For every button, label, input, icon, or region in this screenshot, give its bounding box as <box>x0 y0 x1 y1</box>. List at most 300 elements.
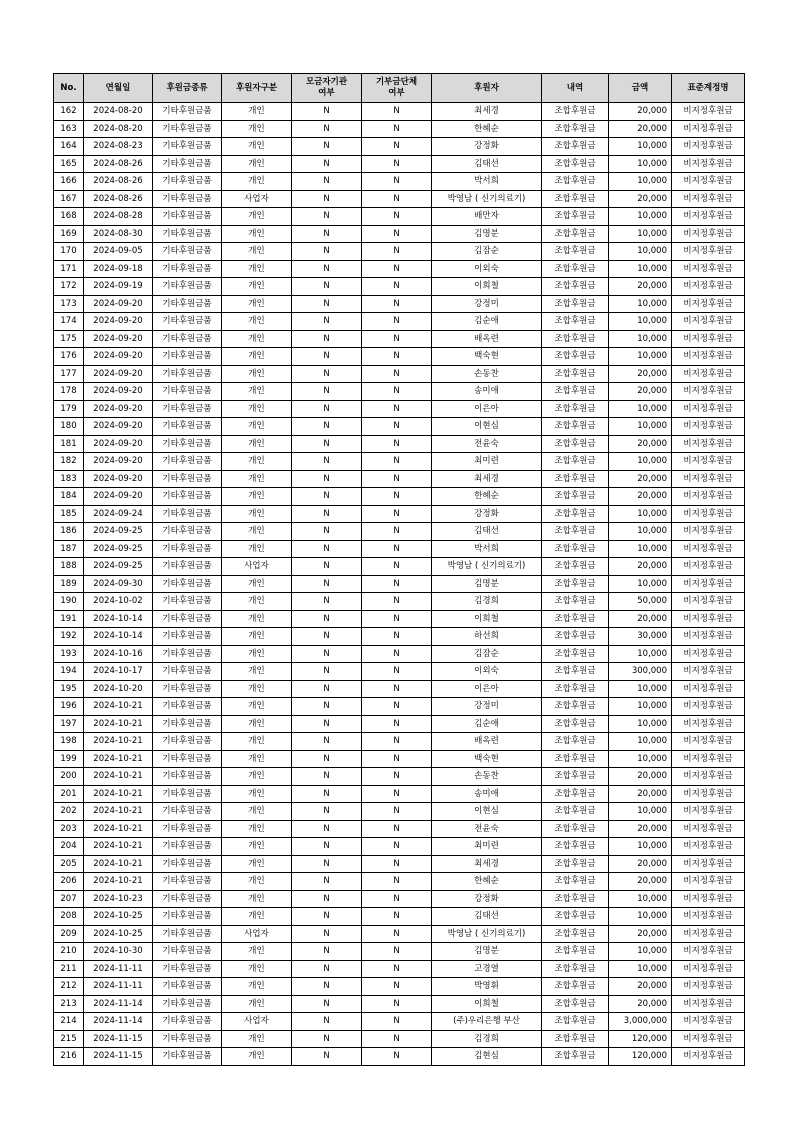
cell-donor: 최세경 <box>432 470 542 488</box>
cell-donor: 강정미 <box>432 295 542 313</box>
cell-details: 조합후원금 <box>542 733 609 751</box>
cell-no: 201 <box>54 785 84 803</box>
cell-donor: 박영남 ( 신기의료기) <box>432 190 542 208</box>
table-row <box>54 768 745 786</box>
cell-date: 2024-10-21 <box>84 750 153 768</box>
cell-date: 2024-10-14 <box>84 628 153 646</box>
cell-amount: 10,000 <box>609 523 672 541</box>
cell-date: 2024-09-25 <box>84 558 153 576</box>
cell-amount: 20,000 <box>609 383 672 401</box>
table-row <box>54 190 745 208</box>
cell-donor-org-flag: N <box>362 558 432 576</box>
cell-donor-org-flag: N <box>362 663 432 681</box>
cell-donor: 김잠순 <box>432 243 542 261</box>
table-row <box>54 418 745 436</box>
cell-donor: 이희철 <box>432 610 542 628</box>
cell-details: 조합후원금 <box>542 383 609 401</box>
cell-fundraiser-flag: N <box>292 610 362 628</box>
header-row <box>54 74 745 103</box>
cell-account-name: 비지정후원금 <box>672 768 745 786</box>
cell-details: 조합후원금 <box>542 1048 609 1066</box>
cell-donor-type: 개인 <box>222 278 292 296</box>
cell-donation-type: 기타후원금품 <box>153 1030 222 1048</box>
cell-fundraiser-flag: N <box>292 558 362 576</box>
cell-no: 205 <box>54 855 84 873</box>
cell-donor: 배옥련 <box>432 330 542 348</box>
cell-fundraiser-flag: N <box>292 663 362 681</box>
cell-account-name: 비지정후원금 <box>672 663 745 681</box>
cell-account-name: 비지정후원금 <box>672 278 745 296</box>
cell-account-name: 비지정후원금 <box>672 558 745 576</box>
cell-donor-org-flag: N <box>362 750 432 768</box>
cell-details: 조합후원금 <box>542 173 609 191</box>
table-row <box>54 313 745 331</box>
table-row <box>54 978 745 996</box>
table-row <box>54 715 745 733</box>
cell-donor-type: 개인 <box>222 383 292 401</box>
cell-donor-org-flag: N <box>362 365 432 383</box>
cell-donation-type: 기타후원금품 <box>153 645 222 663</box>
cell-account-name: 비지정후원금 <box>672 715 745 733</box>
cell-donation-type: 기타후원금품 <box>153 663 222 681</box>
cell-donor-type: 개인 <box>222 488 292 506</box>
cell-fundraiser-flag: N <box>292 750 362 768</box>
cell-donation-type: 기타후원금품 <box>153 435 222 453</box>
cell-donation-type: 기타후원금품 <box>153 173 222 191</box>
cell-date: 2024-10-25 <box>84 925 153 943</box>
cell-donation-type: 기타후원금품 <box>153 330 222 348</box>
cell-no: 164 <box>54 138 84 156</box>
cell-donor: 김명분 <box>432 943 542 961</box>
cell-donor: 한혜순 <box>432 873 542 891</box>
cell-fundraiser-flag: N <box>292 943 362 961</box>
cell-donor-org-flag: N <box>362 173 432 191</box>
cell-fundraiser-flag: N <box>292 243 362 261</box>
cell-donor-org-flag: N <box>362 698 432 716</box>
cell-donor-org-flag: N <box>362 890 432 908</box>
cell-donation-type: 기타후원금품 <box>153 908 222 926</box>
header-fundraiser-line1: 모금자기관 <box>305 77 348 87</box>
cell-date: 2024-09-19 <box>84 278 153 296</box>
cell-date: 2024-09-20 <box>84 383 153 401</box>
cell-no: 163 <box>54 120 84 138</box>
cell-date: 2024-09-24 <box>84 505 153 523</box>
table-row <box>54 733 745 751</box>
cell-account-name: 비지정후원금 <box>672 803 745 821</box>
cell-donor: 김경희 <box>432 593 542 611</box>
cell-donor-type: 개인 <box>222 120 292 138</box>
table-row <box>54 295 745 313</box>
cell-donor: 박영휘 <box>432 978 542 996</box>
cell-account-name: 비지정후원금 <box>672 1048 745 1066</box>
cell-date: 2024-09-20 <box>84 435 153 453</box>
cell-donor-type: 개인 <box>222 908 292 926</box>
cell-no: 195 <box>54 680 84 698</box>
cell-donation-type: 기타후원금품 <box>153 190 222 208</box>
cell-no: 178 <box>54 383 84 401</box>
cell-donor-type: 개인 <box>222 960 292 978</box>
cell-donor: 김잠순 <box>432 645 542 663</box>
table-row <box>54 173 745 191</box>
cell-donor: 이희철 <box>432 278 542 296</box>
cell-donation-type: 기타후원금품 <box>153 488 222 506</box>
cell-donor: 고경열 <box>432 960 542 978</box>
cell-donor: 최세경 <box>432 855 542 873</box>
cell-details: 조합후원금 <box>542 680 609 698</box>
cell-no: 197 <box>54 715 84 733</box>
cell-no: 196 <box>54 698 84 716</box>
cell-donor-type: 개인 <box>222 103 292 121</box>
cell-no: 210 <box>54 943 84 961</box>
cell-donor: 김경희 <box>432 1030 542 1048</box>
cell-account-name: 비지정후원금 <box>672 208 745 226</box>
cell-amount: 20,000 <box>609 995 672 1013</box>
cell-donor-org-flag: N <box>362 960 432 978</box>
table-row <box>54 610 745 628</box>
table-row <box>54 208 745 226</box>
cell-donation-type: 기타후원금품 <box>153 785 222 803</box>
cell-date: 2024-09-20 <box>84 330 153 348</box>
cell-donation-type: 기타후원금품 <box>153 155 222 173</box>
cell-donor-type: 개인 <box>222 330 292 348</box>
cell-details: 조합후원금 <box>542 628 609 646</box>
cell-fundraiser-flag: N <box>292 680 362 698</box>
cell-fundraiser-flag: N <box>292 960 362 978</box>
cell-details: 조합후원금 <box>542 575 609 593</box>
cell-details: 조합후원금 <box>542 453 609 471</box>
header-date: 연월일 <box>84 74 153 103</box>
cell-donation-type: 기타후원금품 <box>153 768 222 786</box>
cell-fundraiser-flag: N <box>292 173 362 191</box>
cell-donation-type: 기타후원금품 <box>153 243 222 261</box>
table-row <box>54 785 745 803</box>
cell-donor: 송미애 <box>432 785 542 803</box>
cell-date: 2024-10-30 <box>84 943 153 961</box>
cell-donation-type: 기타후원금품 <box>153 575 222 593</box>
cell-donor: 손동찬 <box>432 365 542 383</box>
header-amount: 금액 <box>609 74 672 103</box>
cell-no: 179 <box>54 400 84 418</box>
table-row <box>54 278 745 296</box>
cell-no: 184 <box>54 488 84 506</box>
cell-donor-org-flag: N <box>362 435 432 453</box>
cell-fundraiser-flag: N <box>292 383 362 401</box>
cell-details: 조합후원금 <box>542 663 609 681</box>
cell-donor-type: 개인 <box>222 453 292 471</box>
cell-account-name: 비지정후원금 <box>672 908 745 926</box>
cell-donor-org-flag: N <box>362 400 432 418</box>
cell-date: 2024-11-15 <box>84 1048 153 1066</box>
table-row <box>54 925 745 943</box>
cell-details: 조합후원금 <box>542 523 609 541</box>
cell-account-name: 비지정후원금 <box>672 680 745 698</box>
cell-no: 188 <box>54 558 84 576</box>
cell-details: 조합후원금 <box>542 803 609 821</box>
cell-date: 2024-10-21 <box>84 768 153 786</box>
cell-donor: 김태선 <box>432 523 542 541</box>
cell-donor: 이희철 <box>432 995 542 1013</box>
cell-donation-type: 기타후원금품 <box>153 470 222 488</box>
cell-account-name: 비지정후원금 <box>672 838 745 856</box>
cell-fundraiser-flag: N <box>292 575 362 593</box>
cell-details: 조합후원금 <box>542 820 609 838</box>
cell-date: 2024-08-20 <box>84 120 153 138</box>
cell-donor-type: 개인 <box>222 523 292 541</box>
cell-donor: 백숙현 <box>432 348 542 366</box>
cell-donor: 김명분 <box>432 225 542 243</box>
table-row <box>54 505 745 523</box>
cell-donor: 박영남 ( 신기의료기) <box>432 558 542 576</box>
cell-account-name: 비지정후원금 <box>672 873 745 891</box>
cell-donor: 백숙현 <box>432 750 542 768</box>
cell-donor-type: 개인 <box>222 260 292 278</box>
cell-no: 194 <box>54 663 84 681</box>
cell-donation-type: 기타후원금품 <box>153 348 222 366</box>
cell-donor-org-flag: N <box>362 995 432 1013</box>
cell-donor: 김태선 <box>432 908 542 926</box>
cell-donation-type: 기타후원금품 <box>153 698 222 716</box>
cell-fundraiser-flag: N <box>292 768 362 786</box>
cell-donation-type: 기타후원금품 <box>153 750 222 768</box>
cell-account-name: 비지정후원금 <box>672 225 745 243</box>
cell-no: 203 <box>54 820 84 838</box>
cell-fundraiser-flag: N <box>292 453 362 471</box>
cell-details: 조합후원금 <box>542 295 609 313</box>
cell-donor-org-flag: N <box>362 1013 432 1031</box>
cell-account-name: 비지정후원금 <box>672 890 745 908</box>
cell-donor-type: 개인 <box>222 715 292 733</box>
cell-date: 2024-10-25 <box>84 908 153 926</box>
table-row <box>54 330 745 348</box>
cell-donor-org-flag: N <box>362 628 432 646</box>
donation-table <box>53 73 745 1066</box>
cell-donor-type: 개인 <box>222 698 292 716</box>
cell-fundraiser-flag: N <box>292 488 362 506</box>
cell-fundraiser-flag: N <box>292 908 362 926</box>
cell-date: 2024-10-21 <box>84 785 153 803</box>
cell-donor-type: 개인 <box>222 855 292 873</box>
cell-no: 204 <box>54 838 84 856</box>
cell-donor: 하선희 <box>432 628 542 646</box>
cell-date: 2024-10-21 <box>84 873 153 891</box>
cell-date: 2024-10-02 <box>84 593 153 611</box>
header-account-name: 표준계정명 <box>672 74 745 103</box>
cell-account-name: 비지정후원금 <box>672 785 745 803</box>
cell-fundraiser-flag: N <box>292 155 362 173</box>
header-details: 내역 <box>542 74 609 103</box>
cell-account-name: 비지정후원금 <box>672 260 745 278</box>
cell-donor: 김순애 <box>432 715 542 733</box>
cell-amount: 10,000 <box>609 400 672 418</box>
cell-donor-org-flag: N <box>362 225 432 243</box>
cell-no: 165 <box>54 155 84 173</box>
cell-donor-type: 사업자 <box>222 190 292 208</box>
cell-amount: 10,000 <box>609 138 672 156</box>
cell-donor-type: 개인 <box>222 1030 292 1048</box>
cell-donation-type: 기타후원금품 <box>153 295 222 313</box>
cell-donor-org-flag: N <box>362 733 432 751</box>
cell-donor: 최미련 <box>432 453 542 471</box>
cell-amount: 10,000 <box>609 155 672 173</box>
cell-donor: 최세경 <box>432 103 542 121</box>
cell-donor-type: 개인 <box>222 768 292 786</box>
cell-donor-org-flag: N <box>362 278 432 296</box>
header-donation-type: 후원금종류 <box>153 74 222 103</box>
cell-details: 조합후원금 <box>542 610 609 628</box>
cell-date: 2024-08-28 <box>84 208 153 226</box>
cell-details: 조합후원금 <box>542 190 609 208</box>
cell-no: 211 <box>54 960 84 978</box>
cell-donor-org-flag: N <box>362 1048 432 1066</box>
table-row <box>54 663 745 681</box>
cell-donor-org-flag: N <box>362 295 432 313</box>
table-row <box>54 348 745 366</box>
cell-account-name: 비지정후원금 <box>672 995 745 1013</box>
cell-no: 192 <box>54 628 84 646</box>
cell-amount: 10,000 <box>609 698 672 716</box>
cell-amount: 10,000 <box>609 208 672 226</box>
cell-donation-type: 기타후원금품 <box>153 995 222 1013</box>
cell-account-name: 비지정후원금 <box>672 330 745 348</box>
cell-details: 조합후원금 <box>542 925 609 943</box>
cell-details: 조합후원금 <box>542 470 609 488</box>
table-row <box>54 103 745 121</box>
cell-donor-org-flag: N <box>362 785 432 803</box>
cell-details: 조합후원금 <box>542 698 609 716</box>
cell-details: 조합후원금 <box>542 645 609 663</box>
cell-donor: 이은아 <box>432 400 542 418</box>
cell-donor-org-flag: N <box>362 348 432 366</box>
cell-fundraiser-flag: N <box>292 1013 362 1031</box>
cell-fundraiser-flag: N <box>292 505 362 523</box>
cell-account-name: 비지정후원금 <box>672 698 745 716</box>
cell-date: 2024-09-20 <box>84 313 153 331</box>
cell-donation-type: 기타후원금품 <box>153 103 222 121</box>
cell-donor-type: 사업자 <box>222 558 292 576</box>
cell-details: 조합후원금 <box>542 785 609 803</box>
cell-fundraiser-flag: N <box>292 365 362 383</box>
cell-donor-org-flag: N <box>362 330 432 348</box>
cell-donor: 강정화 <box>432 890 542 908</box>
cell-donor-org-flag: N <box>362 523 432 541</box>
cell-donation-type: 기타후원금품 <box>153 610 222 628</box>
cell-fundraiser-flag: N <box>292 295 362 313</box>
cell-amount: 20,000 <box>609 820 672 838</box>
cell-donor-org-flag: N <box>362 208 432 226</box>
cell-account-name: 비지정후원금 <box>672 103 745 121</box>
cell-donor: 배옥련 <box>432 733 542 751</box>
header-donor-type: 후원자구분 <box>222 74 292 103</box>
cell-donation-type: 기타후원금품 <box>153 715 222 733</box>
cell-fundraiser-flag: N <box>292 890 362 908</box>
cell-date: 2024-08-23 <box>84 138 153 156</box>
cell-donation-type: 기타후원금품 <box>153 208 222 226</box>
cell-donor-type: 개인 <box>222 348 292 366</box>
cell-fundraiser-flag: N <box>292 1048 362 1066</box>
cell-fundraiser-flag: N <box>292 733 362 751</box>
cell-date: 2024-09-20 <box>84 488 153 506</box>
cell-donor: 이은아 <box>432 680 542 698</box>
cell-account-name: 비지정후원금 <box>672 733 745 751</box>
cell-amount: 10,000 <box>609 243 672 261</box>
cell-no: 171 <box>54 260 84 278</box>
cell-details: 조합후원금 <box>542 1013 609 1031</box>
cell-account-name: 비지정후원금 <box>672 470 745 488</box>
cell-amount: 10,000 <box>609 453 672 471</box>
cell-amount: 10,000 <box>609 750 672 768</box>
cell-donation-type: 기타후원금품 <box>153 733 222 751</box>
cell-fundraiser-flag: N <box>292 925 362 943</box>
cell-date: 2024-10-14 <box>84 610 153 628</box>
cell-no: 212 <box>54 978 84 996</box>
cell-details: 조합후원금 <box>542 365 609 383</box>
cell-donor-org-flag: N <box>362 908 432 926</box>
table-row <box>54 575 745 593</box>
cell-date: 2024-11-14 <box>84 1013 153 1031</box>
cell-donor-type: 개인 <box>222 610 292 628</box>
cell-donor-type: 개인 <box>222 365 292 383</box>
cell-donor-org-flag: N <box>362 838 432 856</box>
cell-details: 조합후원금 <box>542 138 609 156</box>
cell-date: 2024-10-21 <box>84 855 153 873</box>
cell-no: 182 <box>54 453 84 471</box>
cell-account-name: 비지정후원금 <box>672 348 745 366</box>
cell-amount: 10,000 <box>609 260 672 278</box>
cell-amount: 10,000 <box>609 540 672 558</box>
cell-account-name: 비지정후원금 <box>672 138 745 156</box>
cell-no: 214 <box>54 1013 84 1031</box>
cell-donation-type: 기타후원금품 <box>153 383 222 401</box>
cell-account-name: 비지정후원금 <box>672 173 745 191</box>
cell-donor-type: 개인 <box>222 733 292 751</box>
cell-donor: 전윤숙 <box>432 435 542 453</box>
cell-donor-org-flag: N <box>362 155 432 173</box>
cell-details: 조합후원금 <box>542 943 609 961</box>
cell-donor: 한혜순 <box>432 488 542 506</box>
cell-donor-org-flag: N <box>362 453 432 471</box>
cell-donation-type: 기타후원금품 <box>153 1048 222 1066</box>
cell-donation-type: 기타후원금품 <box>153 873 222 891</box>
cell-amount: 20,000 <box>609 103 672 121</box>
cell-donor-type: 개인 <box>222 435 292 453</box>
cell-fundraiser-flag: N <box>292 540 362 558</box>
cell-fundraiser-flag: N <box>292 418 362 436</box>
cell-no: 166 <box>54 173 84 191</box>
cell-details: 조합후원금 <box>542 593 609 611</box>
table-row <box>54 855 745 873</box>
cell-no: 181 <box>54 435 84 453</box>
table-row <box>54 365 745 383</box>
cell-no: 170 <box>54 243 84 261</box>
cell-donor: 이현심 <box>432 803 542 821</box>
cell-details: 조합후원금 <box>542 558 609 576</box>
cell-date: 2024-09-25 <box>84 523 153 541</box>
cell-donation-type: 기타후원금품 <box>153 960 222 978</box>
cell-no: 209 <box>54 925 84 943</box>
cell-amount: 50,000 <box>609 593 672 611</box>
cell-donor-type: 개인 <box>222 838 292 856</box>
cell-date: 2024-09-20 <box>84 348 153 366</box>
cell-fundraiser-flag: N <box>292 838 362 856</box>
cell-date: 2024-09-20 <box>84 365 153 383</box>
cell-fundraiser-flag: N <box>292 995 362 1013</box>
cell-date: 2024-10-21 <box>84 733 153 751</box>
cell-donor-org-flag: N <box>362 418 432 436</box>
cell-donation-type: 기타후원금품 <box>153 978 222 996</box>
cell-details: 조합후원금 <box>542 103 609 121</box>
cell-account-name: 비지정후원금 <box>672 1013 745 1031</box>
cell-donor-org-flag: N <box>362 488 432 506</box>
